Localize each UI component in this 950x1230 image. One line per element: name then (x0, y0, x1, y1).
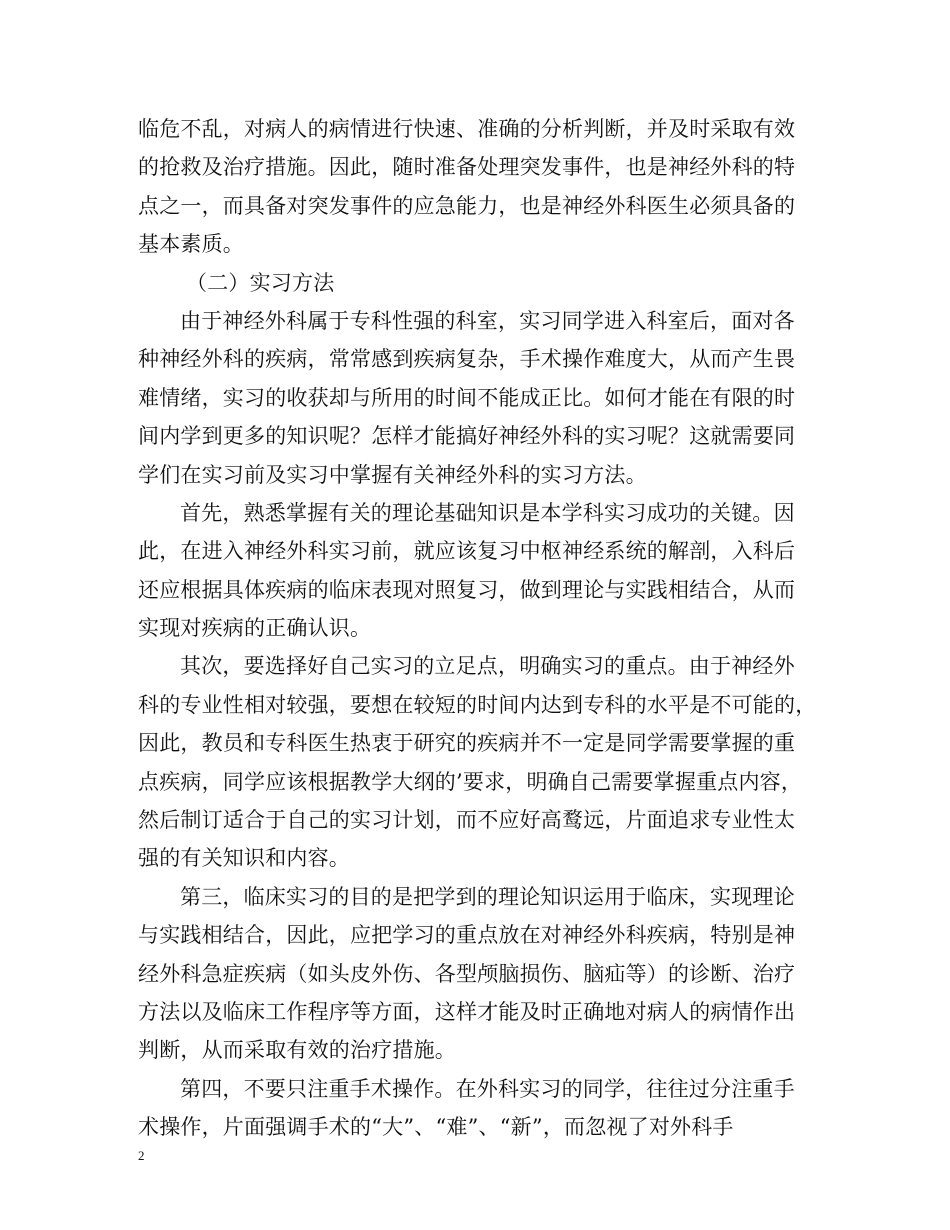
text-line: 临危不乱，对病人的病情进行快速、准确的分析判断，并及时采取有效 (138, 117, 796, 141)
text-line: 因此，教员和专科医生热衷于研究的疾病并不一定是同学需要掌握的重 (138, 731, 796, 756)
text-line: 点之一，而具备对突发事件的应急能力，也是神经外科医生必须具备的 (138, 193, 796, 218)
text-line: 经外科急症疾病（如头皮外伤、各型颅脑损伤、脑疝等）的诊断、治疗 (138, 961, 796, 986)
text-line: 首先，熟悉掌握有关的理论基础知识是本学科实习成功的关键。因 (180, 500, 795, 525)
text-line: 由于神经外科属于专科性强的科室，实习同学进入科室后，面对各 (180, 308, 795, 333)
text-line: 与实践相结合，因此，应把学习的重点放在对神经外科疾病，特别是神 (138, 923, 796, 948)
text-line: 学们在实习前及实习中掌握有关神经外科的实习方法。 (138, 462, 647, 487)
text-line: 第三，临床实习的目的是把学到的理论知识运用于临床，实现理论 (180, 884, 795, 909)
text-line: 种神经外科的疾病，常常感到疾病复杂，手术操作难度大，从而产生畏 (138, 347, 796, 372)
text-line: 间内学到更多的知识呢？怎样才能搞好神经外科的实习呢？这就需要同 (138, 424, 796, 449)
text-line: 还应根据具体疾病的临床表现对照复习，做到理论与实践相结合，从而 (138, 577, 796, 602)
text-line: 判断，从而采取有效的治疗措施。 (138, 1038, 456, 1063)
text-line: 其次，要选择好自己实习的立足点，明确实习的重点。由于神经外 (180, 654, 795, 679)
text-line: 此，在进入神经外科实习前，就应该复习中枢神经系统的解剖，入科后 (138, 539, 796, 564)
text-line: 然后制订适合于自己的实习计划，而不应好高鹜远，片面追求专业性太 (138, 808, 796, 833)
text-line: 术操作，片面强调手术的“大”、“难”、“新”，而忽视了对外科手 (138, 1115, 734, 1140)
text-line: 点疾病，同学应该根据教学大纲的’要求，明确自己需要掌握重点内容， (138, 769, 803, 794)
text-line: 方法以及临床工作程序等方面，这样才能及时正确地对病人的病情作出 (138, 999, 796, 1024)
section-heading: （二）实习方法 (186, 270, 335, 295)
page-number: 2 (138, 1148, 145, 1163)
text-line: 第四，不要只注重手术操作。在外科实习的同学，往往过分注重手 (180, 1076, 795, 1101)
text-line: 基本素质。 (138, 232, 244, 257)
text-line: 强的有关知识和内容。 (138, 846, 350, 871)
text-line: 实现对疾病的正确认识。 (138, 616, 372, 641)
text-line: 科的专业性相对较强，要想在较短的时间内达到专科的水平是不可能的， (138, 692, 817, 717)
text-line: 难情绪，实习的收获却与所用的时间不能成正比。如何才能在有限的时 (138, 385, 796, 410)
body-text (138, 110, 818, 1147)
text-line: 的抢救及治疗措施。因此，随时准备处理突发事件，也是神经外科的特 (138, 155, 796, 180)
